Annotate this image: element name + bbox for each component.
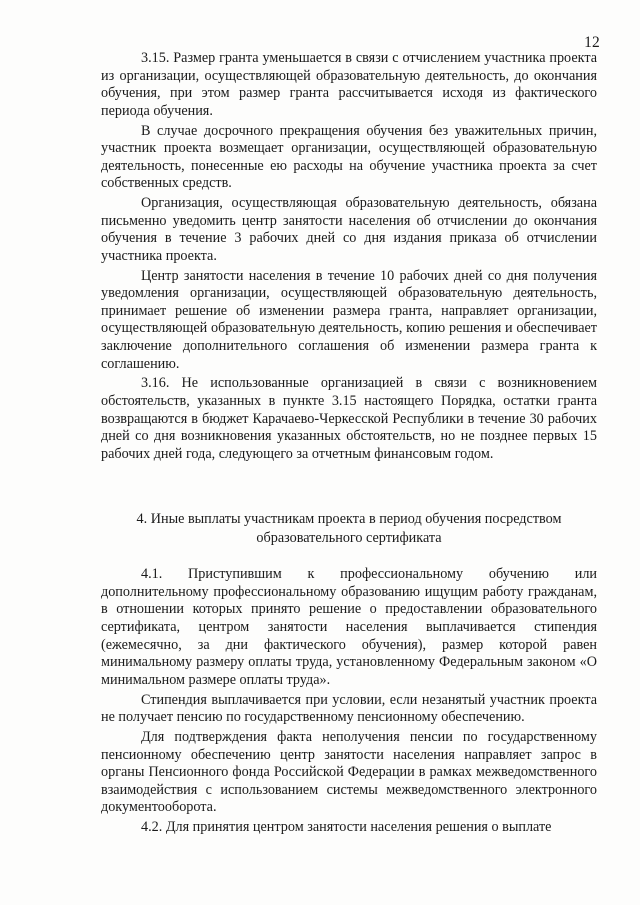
document-body (101, 50, 597, 839)
paragraph-employment-center-decision: Центр занятости населения в течение 10 рабочих дней со дня получения уведомления организации, осуществляющей образовательную деятельность, принимает решение об изменении размера гранта, направляет организации, осуществляющей образовательную деятельность, копию решения и обеспечивает заключение дополнительного соглашения об изменении размера гранта к соглашению. (101, 267, 597, 372)
section-4-heading-line-2: образовательного сертификата (256, 529, 442, 546)
paragraph-organization-notice: Организация, осуществляющая образовательную деятельность, обязана письменно уведомить центр занятости населения об отчислении до окончания обучения в течение 3 рабочих дней со дня издания приказа об отчислении участника проекта. (101, 195, 597, 264)
paragraph-3-15: 3.15. Размер гранта уменьшается в связи с отчислением участника проекта из организации, осуществляющей образовательную деятельность, до окончания обучения, при этом размер гранта рассчитывается исходя из фактического периода обучения. (101, 50, 597, 119)
paragraph-early-termination: В случае досрочного прекращения обучения без уважительных причин, участник проекта возмещает организации, осуществляющей образовательную деятельность, понесенные ею расходы на обучение участника проекта за счет собственных средств. (101, 122, 597, 192)
section-4-heading (101, 510, 597, 547)
paragraph-stipend-condition: Стипендия выплачивается при условии, если незанятый участник проекта не получает пенсию по государственному пенсионному обеспечению. (101, 691, 597, 726)
paragraph-3-16: 3.16. Не использованные организацией в связи с возникновением обстоятельств, указанных в пункте 3.15 настоящего Порядка, остатки гранта возвращаются в бюджет Карачаево-Черкесской Республики в течение 30 рабочих дней со дня возникновения указанных обстоятельств, но не позднее первых 15 рабочих дней года, следующего за отчетным финансовым годом. (101, 375, 597, 462)
section-4-heading-line-1: 4. Иные выплаты участникам проекта в период обучения посредством (136, 511, 562, 528)
paragraph-4-2: 4.2. Для принятия центром занятости населения решения о выплате (141, 819, 552, 836)
page-number: 12 (584, 34, 600, 51)
paragraph-4-1: 4.1. Приступившим к профессиональному обучению или дополнительному профессиональному образованию ищущим работу гражданам, в отношении которых принято решение о предоставлении образовательного сертификата, центром занятости населения выплачивается стипендия (ежемесячно, за дни фактического обучения), размер которой равен минимальному размеру оплаты труда, установленному Федеральным законом «О минимальном размере оплаты труда». (101, 566, 597, 688)
paragraph-pension-confirmation: Для подтверждения факта неполучения пенсии по государственному пенсионному обеспечению центр занятости населения направляет запрос в органы Пенсионного фонда Российской Федерации в рамках межведомственного взаимодействия с использованием системы межведомственного электронного документооборота. (101, 728, 597, 816)
